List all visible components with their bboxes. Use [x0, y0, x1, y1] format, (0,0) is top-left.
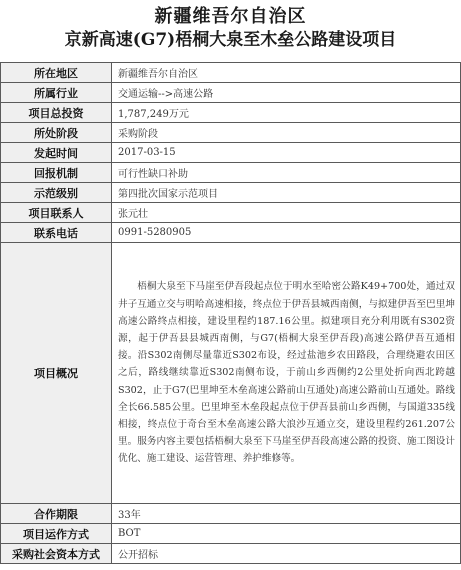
field-value-overview: 梧桐大泉至下马崖至伊吾段起点位于明水至哈密公路K49+700处，通过双井子互通立交与明哈高速相接，终点位于伊吾县城西南侧，与拟建伊吾至巴里坤高速公路终点相接，建设里程约187.16公里。拟建项目充分利用既有S302资源，起于伊吾县县城西南侧，与G7(梧桐大泉至伊吾段)高速公路伊吾互通相接。沿S302南侧尽量靠近S302布设，经过盐池乡农田路段，合理绕避农田区之后，路线继续靠近S302南侧布设，于前山乡西侧约2公里处折向西北跨越S302，止于G7(巴里坤至木垒高速公路前山互通处)高速公路前山互通处。路线全长66.585公里。巴里坤至木垒段起点位于伊吾县前山乡西侧，与国道335线相接，终点位于奇台至木垒高速公路大浪沙互通立交，建设里程约261.207公里。服务内容主要包括梧桐大泉至下马崖至伊吾段高速公路的投资、施工图设计优化、施工建设、运营管理、养护维修等。	[112, 243, 461, 504]
field-value-total-investment: 1,787,249万元	[112, 103, 461, 123]
table-row	[1, 103, 461, 123]
project-info-table	[0, 62, 461, 564]
field-value-operation-mode: BOT	[112, 524, 461, 544]
field-value-demo-level: 第四批次国家示范项目	[112, 183, 461, 203]
field-value-phone: 0991-5280905	[112, 223, 461, 243]
field-value-start-date: 2017-03-15	[112, 143, 461, 163]
table-row	[1, 163, 461, 183]
field-label-stage: 所处阶段	[1, 123, 112, 143]
table-row	[1, 223, 461, 243]
field-label-overview: 项目概况	[1, 243, 112, 504]
table-row	[1, 143, 461, 163]
region-title: 新疆维吾尔自治区	[154, 6, 307, 27]
field-label-industry: 所属行业	[1, 83, 112, 103]
field-label-operation-mode: 项目运作方式	[1, 524, 112, 544]
field-value-stage: 采购阶段	[112, 123, 461, 143]
field-label-return-mechanism: 回报机制	[1, 163, 112, 183]
table-row-overview	[1, 243, 461, 504]
field-value-region: 新疆维吾尔自治区	[112, 63, 461, 83]
field-label-phone: 联系电话	[1, 223, 112, 243]
field-label-contact: 项目联系人	[1, 203, 112, 223]
field-label-region: 所在地区	[1, 63, 112, 83]
field-value-procurement-method: 公开招标	[112, 544, 461, 564]
table-row	[1, 203, 461, 223]
table-row	[1, 544, 461, 564]
field-label-cooperation-period: 合作期限	[1, 504, 112, 524]
field-value-industry: 交通运输-->高速公路	[112, 83, 461, 103]
field-label-start-date: 发起时间	[1, 143, 112, 163]
field-value-contact: 张元壮	[112, 203, 461, 223]
field-label-demo-level: 示范级别	[1, 183, 112, 203]
field-label-procurement-method: 采购社会资本方式	[1, 544, 112, 564]
table-row	[1, 63, 461, 83]
table-row	[1, 83, 461, 103]
title-block	[0, 0, 461, 62]
field-value-cooperation-period: 33年	[112, 504, 461, 524]
table-row	[1, 183, 461, 203]
project-title: 京新高速(G7)梧桐大泉至木垒公路建设项目	[64, 30, 397, 50]
table-row	[1, 504, 461, 524]
table-row	[1, 524, 461, 544]
field-label-total-investment: 项目总投资	[1, 103, 112, 123]
table-row	[1, 123, 461, 143]
field-value-return-mechanism: 可行性缺口补助	[112, 163, 461, 183]
